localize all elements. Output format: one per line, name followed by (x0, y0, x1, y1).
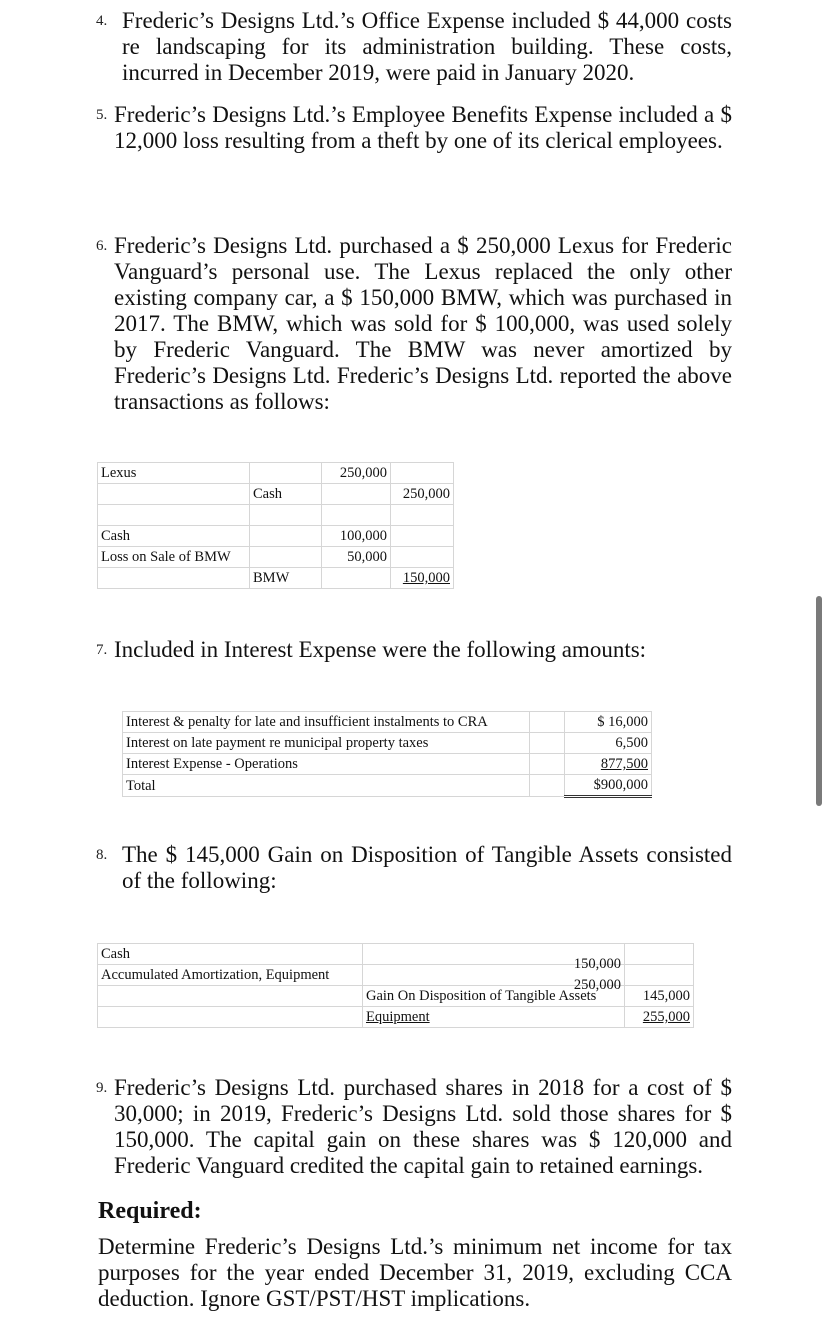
debit-account (98, 568, 250, 589)
table-row (123, 775, 652, 797)
item-5 (96, 102, 732, 154)
debit-account (98, 484, 250, 505)
item-text: Included in Interest Expense were the following amounts: (114, 637, 647, 662)
item-6 (96, 233, 732, 415)
debit-account (98, 986, 363, 1007)
credit-amount: 150,000 (391, 568, 454, 589)
credit-amount (391, 463, 454, 484)
item-text: Frederic’s Designs Ltd.’s Employee Benefits Expense included a $ 12,000 loss resulting from a theft by one of its clerical employees. (114, 102, 732, 153)
required-text: Determine Frederic’s Designs Ltd.’s minimum net income for tax purposes for the year ended December 31, 2019, excluding CCA deduction. Ignore GST/PST/HST implications. (98, 1234, 732, 1311)
table-row (123, 733, 652, 754)
credit-account (250, 505, 322, 526)
interest-total: $900,000 (565, 775, 652, 797)
debit-amount: 50,000 (322, 547, 391, 568)
table-row (123, 712, 652, 733)
table-row (98, 526, 454, 547)
interest-amount: 6,500 (565, 733, 652, 754)
credit-amount: 145,000 (625, 986, 694, 1007)
debit-account: Cash (98, 944, 363, 965)
item-text: Frederic’s Designs Ltd. purchased shares in 2018 for a cost of $ 30,000; in 2019, Frederic’s Designs Ltd. sold those shares for $ 150,000. The capital gain on these shares was $ 120,000 and Frederic Vanguard credited the capital gain to retained earnings. (114, 1075, 732, 1178)
debit-account: Lexus (98, 463, 250, 484)
item-number: 4. (96, 13, 108, 29)
table-row (98, 484, 454, 505)
table-row (98, 944, 694, 965)
item-4 (96, 8, 732, 86)
gain-disposition-table (97, 943, 694, 1028)
scrollbar[interactable] (816, 596, 822, 806)
item-number: 5. (96, 107, 108, 123)
debit-amount (322, 505, 391, 526)
credit-amount: 255,000 (625, 1007, 694, 1028)
debit-amount (322, 568, 391, 589)
debit-account: Loss on Sale of BMW (98, 547, 250, 568)
table-row (98, 505, 454, 526)
item-9 (96, 1075, 732, 1179)
table-row (98, 1007, 694, 1028)
credit-account: Equipment (366, 1009, 430, 1025)
credit-account (250, 547, 322, 568)
item-number: 6. (96, 238, 108, 254)
interest-amount: 877,500 (565, 754, 652, 775)
credit-amount (625, 965, 694, 986)
debit-amount: 100,000 (322, 526, 391, 547)
interest-label: Total (123, 775, 530, 797)
debit-account: Accumulated Amortization, Equipment (98, 965, 363, 986)
credit-account: BMW (250, 568, 322, 589)
credit-account (250, 526, 322, 547)
credit-amount (391, 505, 454, 526)
table-row (123, 754, 652, 775)
credit-account: Gain On Disposition of Tangible Assets (366, 988, 597, 1004)
item-number: 8. (96, 847, 108, 863)
interest-label: Interest & penalty for late and insufficient instalments to CRA (123, 712, 530, 733)
credit-account (250, 463, 322, 484)
credit-account-cell (363, 965, 625, 993)
interest-amount: $ 16,000 (565, 712, 652, 733)
interest-label: Interest on late payment re municipal property taxes (123, 733, 530, 754)
debit-amount: 250,000 (573, 977, 621, 993)
debit-amount: 250,000 (322, 463, 391, 484)
table-row (98, 568, 454, 589)
credit-amount: 250,000 (391, 484, 454, 505)
interest-expense-table (122, 711, 652, 798)
debit-amount: 150,000 (573, 956, 621, 972)
table-row (98, 547, 454, 568)
item-number: 7. (96, 642, 108, 658)
table-row (98, 986, 694, 1007)
item-text: Frederic’s Designs Ltd.’s Office Expense included $ 44,000 costs re landscaping for its administration building. These costs, incurred in December 2019, were paid in January 2020. (122, 8, 732, 85)
credit-amount (391, 547, 454, 568)
table-row (98, 965, 694, 986)
item-text: Frederic’s Designs Ltd. purchased a $ 250,000 Lexus for Frederic Vanguard’s personal use. The Lexus replaced the only other existing company car, a $ 150,000 BMW, which was purchased in 2017. The BMW, which was sold for $ 100,000, was used solely by Frederic Vanguard. The BMW was never amortized by Frederic’s Designs Ltd. Frederic’s Designs Ltd. reported the above transactions as follows: (114, 233, 732, 414)
credit-account-cell (363, 986, 625, 1007)
credit-amount (625, 944, 694, 965)
journal-entries-table (97, 462, 454, 589)
credit-account: Cash (250, 484, 322, 505)
debit-account (98, 505, 250, 526)
debit-amount (322, 484, 391, 505)
credit-amount (391, 526, 454, 547)
item-text: The $ 145,000 Gain on Disposition of Tangible Assets consisted of the following: (122, 842, 732, 893)
item-7 (96, 637, 732, 663)
table-row (98, 463, 454, 484)
debit-account: Cash (98, 526, 250, 547)
credit-account-cell (363, 944, 625, 972)
credit-account-cell (363, 1007, 625, 1028)
debit-account (98, 1007, 363, 1028)
item-8 (96, 842, 732, 894)
required-heading: Required: (98, 1198, 202, 1224)
interest-label: Interest Expense - Operations (123, 754, 530, 775)
item-number: 9. (96, 1080, 108, 1096)
